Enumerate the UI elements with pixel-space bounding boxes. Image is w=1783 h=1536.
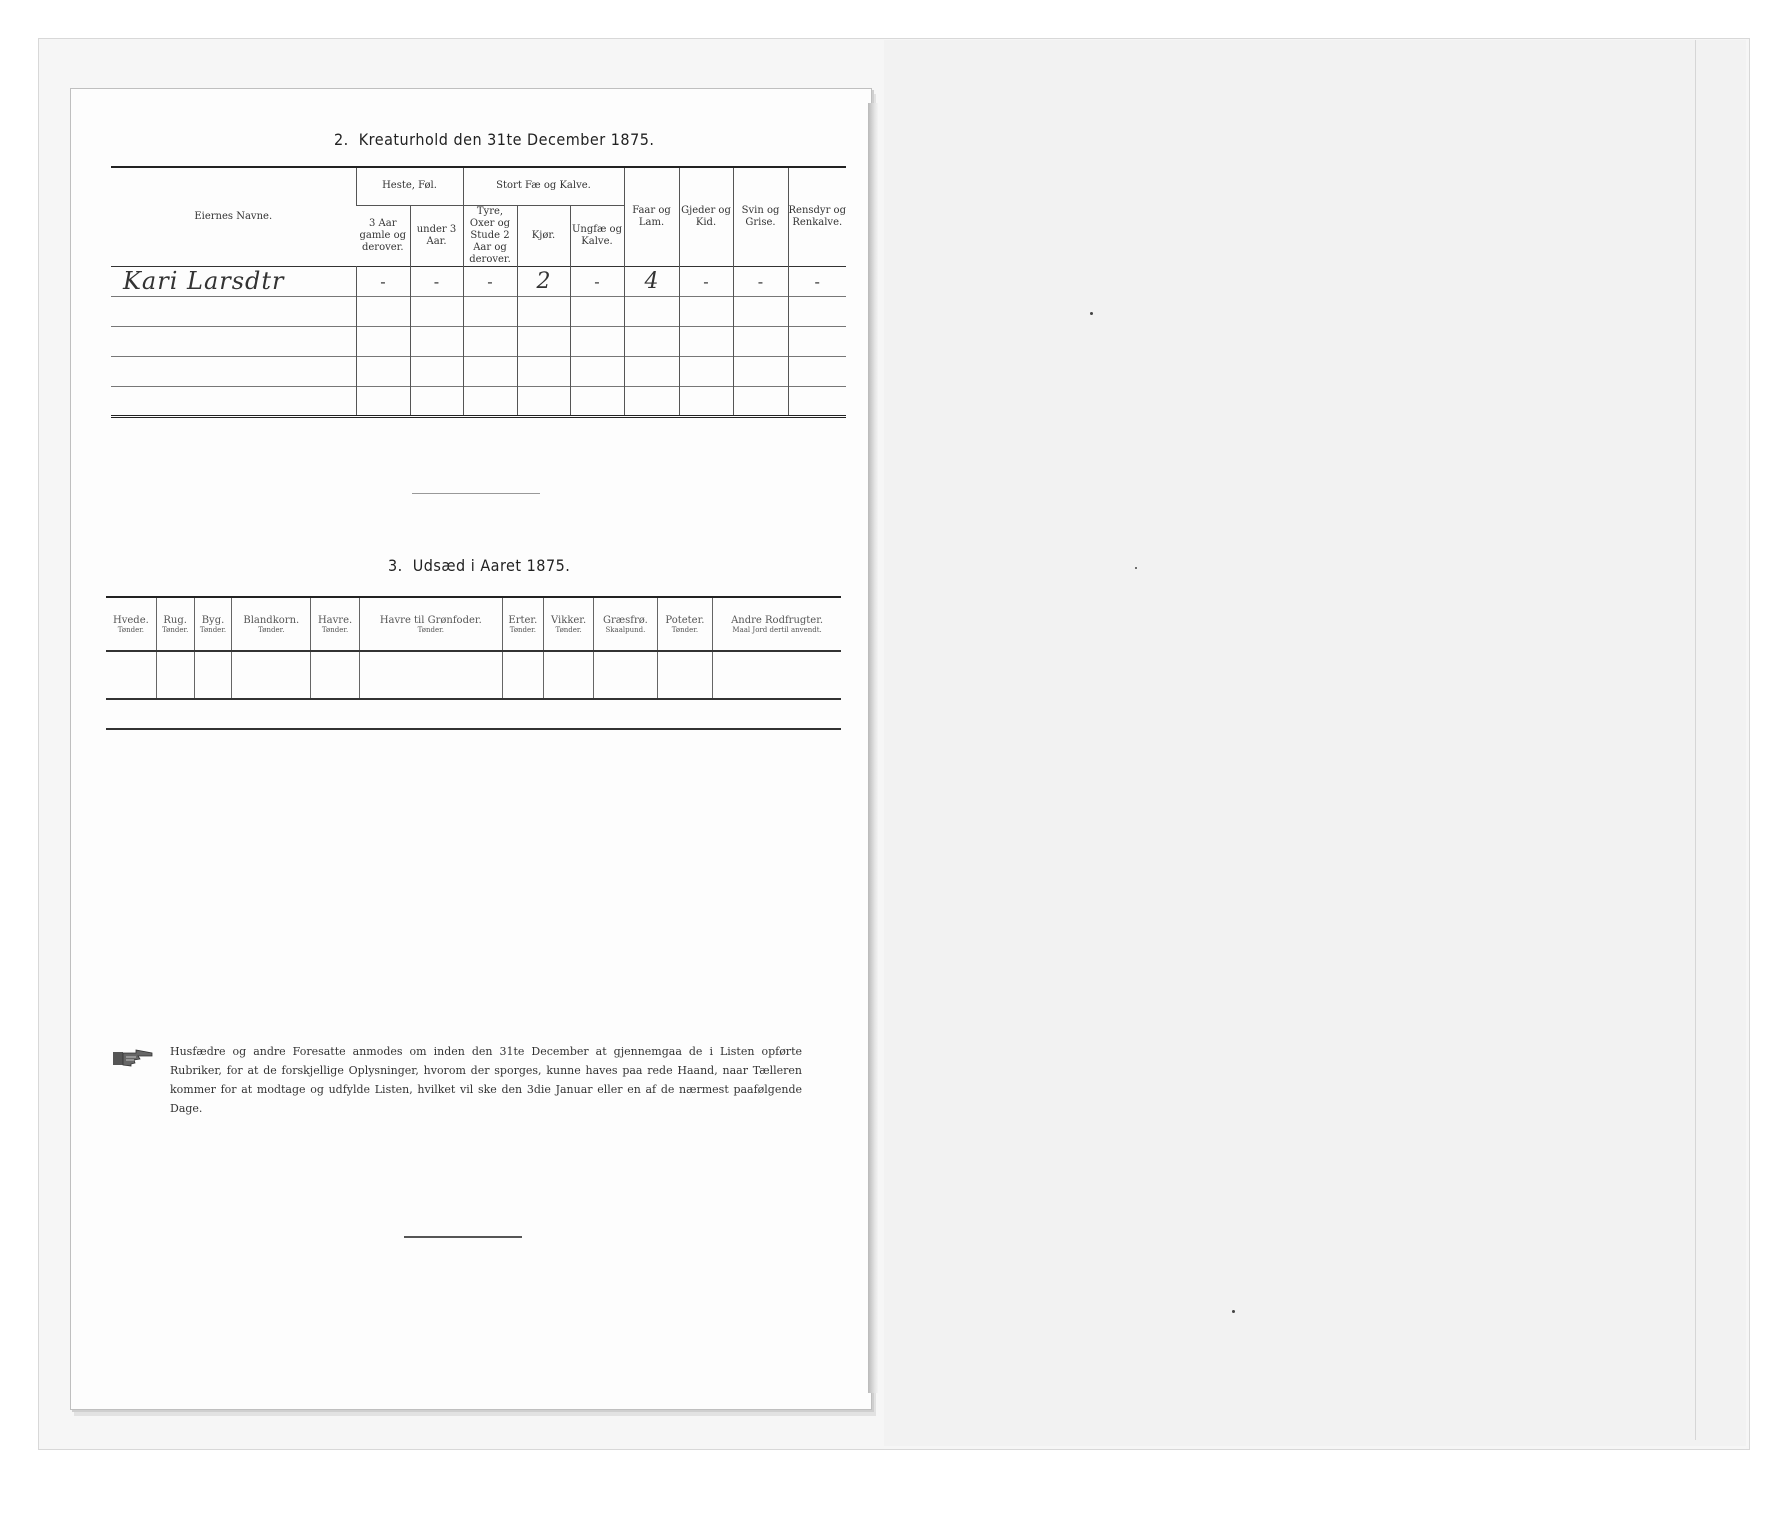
paper-speck: [1090, 312, 1093, 315]
cell-horses-adult: -: [356, 266, 410, 296]
section-3-number: 3.: [388, 556, 403, 575]
livestock-table: [111, 166, 846, 418]
header-goats: Gjeder og Kid.: [679, 167, 733, 266]
header-grass-seed: Græsfrø.: [594, 597, 657, 626]
unit-barley: Tønder.: [194, 626, 232, 651]
end-rule: [404, 1236, 522, 1238]
header-oats: Havre.: [311, 597, 360, 626]
cell-goats: -: [679, 266, 733, 296]
header-oats-green-fodder: Havre til Grønfoder.: [359, 597, 502, 626]
subheader-horses-adult: 3 Aar gamle og derover.: [359, 217, 407, 253]
header-other-root-crops: Andre Rodfrugter.: [713, 597, 841, 626]
section-2-title: [334, 130, 654, 149]
unit-oats-green-fodder: Tønder.: [359, 626, 502, 651]
subheader-bulls-oxen: Tyre, Oxer og Stude 2 Aar og derover.: [463, 205, 517, 266]
header-potatoes: Poteter.: [657, 597, 713, 626]
cell-young-cattle: -: [570, 266, 624, 296]
unit-potatoes: Tønder.: [657, 626, 713, 651]
owner-name-header: Eiernes Navne.: [194, 210, 273, 222]
owner-name-handwritten: Kari Larsdtr: [123, 267, 285, 295]
pointing-hand-icon: [112, 1048, 154, 1068]
header-peas: Erter.: [502, 597, 543, 626]
sowing-bottom-rule: [106, 728, 841, 730]
unit-rye: Tønder.: [156, 626, 194, 651]
section-2-number: 2.: [334, 130, 349, 149]
notice-text: Husfædre og andre Foresatte anmodes om inden den 31te December at gjennemgaa de i Listen opførte Rubriker, for at de forskjellige Oplysninger, hvorom der sporges, kunne haves paa rede Haand, naar Tælleren kommer for at modtage og udfylde Listen, hvilket vil ske den 3die Januar eller en af de nærmest paafølgende Dage.: [170, 1045, 802, 1115]
unit-other-root-crops: Maal Jord dertil anvendt.: [713, 626, 841, 651]
facing-page-rule: [1695, 40, 1696, 1440]
header-rye: Rug.: [156, 597, 194, 626]
header-barley: Byg.: [194, 597, 232, 626]
unit-mixed-grain: Tønder.: [232, 626, 311, 651]
cell-pigs: -: [733, 266, 788, 296]
livestock-row: [111, 266, 846, 296]
cell-sheep: 4: [624, 266, 679, 296]
header-mixed-grain: Blandkorn.: [232, 597, 311, 626]
page-edge-shadow: [868, 103, 878, 1393]
cell-horses-young: -: [410, 266, 463, 296]
unit-peas: Tønder.: [502, 626, 543, 651]
owner-name-cell: [111, 386, 356, 416]
cell-bulls-oxen: -: [463, 266, 517, 296]
livestock-row: [111, 356, 846, 386]
unit-oats: Tønder.: [311, 626, 360, 651]
header-reindeer: Rensdyr og Renkalve.: [788, 167, 846, 266]
livestock-row: [111, 296, 846, 326]
cell-reindeer: -: [788, 266, 846, 296]
sowing-row: [106, 651, 841, 699]
unit-vetch: Tønder.: [544, 626, 594, 651]
section-divider: [412, 493, 540, 494]
subheader-horses-young: under 3 Aar.: [410, 205, 463, 266]
subheader-cows: Kjør.: [517, 205, 570, 266]
owner-name-cell: [111, 356, 356, 386]
sowing-table: [106, 596, 841, 700]
section-2-title-text: Kreaturhold den 31te December 1875.: [358, 130, 655, 149]
livestock-row: [111, 386, 846, 416]
header-cattle: Stort Fæ og Kalve.: [463, 167, 624, 205]
subheader-young-cattle: Ungfæ og Kalve.: [570, 205, 624, 266]
section-3-title: [388, 556, 570, 575]
unit-wheat: Tønder.: [106, 626, 156, 651]
owner-name-cell: [111, 326, 356, 356]
livestock-row: [111, 326, 846, 356]
header-sheep: Faar og Lam.: [624, 167, 679, 266]
cell-cows: 2: [517, 266, 570, 296]
unit-grass-seed: Skaalpund.: [594, 626, 657, 651]
facing-page-blank: [884, 40, 1746, 1446]
section-3-title-text: Udsæd i Aaret 1875.: [412, 556, 571, 575]
header-wheat: Hvede.: [113, 615, 149, 626]
header-horses: Heste, Føl.: [356, 167, 463, 205]
owner-name-cell: [111, 296, 356, 326]
header-vetch: Vikker.: [544, 597, 594, 626]
header-pigs: Svin og Grise.: [733, 167, 788, 266]
paper-speck: [1232, 1310, 1235, 1313]
paper-speck: [1135, 567, 1137, 569]
